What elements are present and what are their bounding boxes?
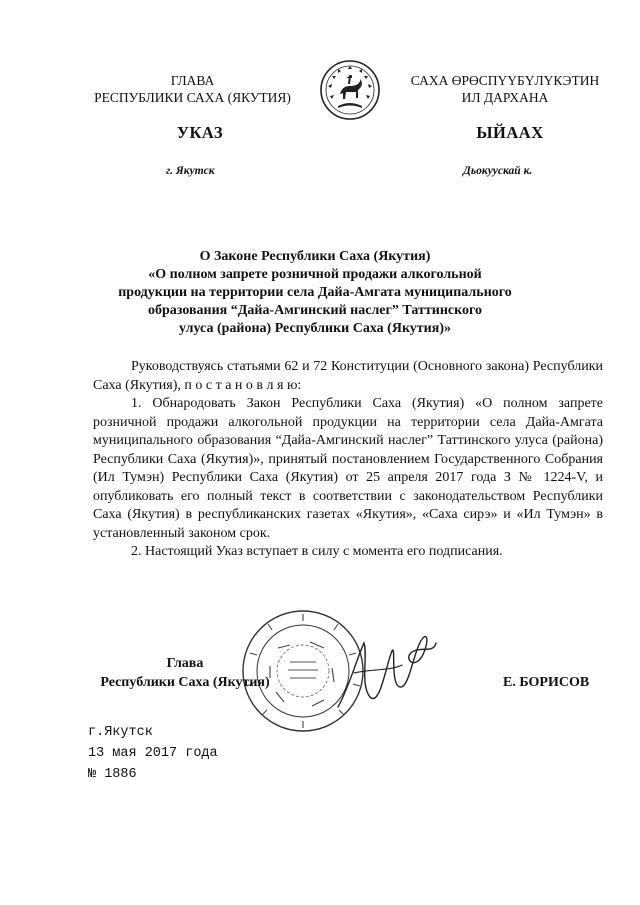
doc-type-right: ЫЙААХ: [476, 123, 544, 142]
footer-date: 13 мая 2017 года: [88, 746, 218, 761]
body-paragraph-1: Руководствуясь статьями 62 и 72 Конституции (Основного закона) Республики Саха (Якутия), п о с т а н о в л я ю:: [93, 359, 603, 393]
body-paragraph-3: 2. Настоящий Указ вступает в силу с момента его подписания.: [131, 544, 503, 559]
issuer-left: [70, 72, 315, 106]
issuer-right-line1: САХА ӨРӨСПҮҮБҮЛҮКЭТИН: [410, 73, 600, 88]
heading-line-3: продукции на территории села Дайа-Амгата муниципального: [118, 285, 512, 300]
document-heading: [95, 248, 535, 338]
footer-number: № 1886: [88, 767, 137, 782]
issuer-right: [385, 72, 625, 106]
heading-line-1: О Законе Республики Саха (Якутия): [199, 249, 431, 264]
signatory-name: Е. БОРИСОВ: [503, 675, 590, 690]
footer-details: [88, 722, 218, 785]
coat-of-arms-icon: [318, 58, 382, 122]
handwritten-signature-icon: [330, 625, 440, 715]
signatory-title-line1: Глава: [166, 656, 204, 671]
body-paragraph-2: 1. Обнародовать Закон Республики Саха (Якутия) «О полном запрете розничной продажи алкогольной продукции на территории села Дайа-Амгата муниципального образования “Дайа-Амгинский наслег” Таттинского улуса (района) Республики Саха (Якутия)», принятый постановлением Государственного Собрания (Ил Тумэн) Республики Саха (Якутия) от 25 апреля 2017 года З № 1224-V, и опубликовать его полный текст в соответствии с законодательством Республики Саха (Якутия) в республиканских газетах «Якутия», «Саха сирэ» и «Ил Тумэн» в установленный законом срок.: [93, 396, 603, 541]
heading-line-2: «О полном запрете розничной продажи алкогольной: [148, 267, 482, 282]
footer-city: г.Якутск: [88, 725, 153, 740]
signatory-title: [90, 654, 280, 692]
signatory-title-line2: Республики Саха (Якутия): [100, 675, 270, 690]
heading-line-4: образования “Дайа-Амгинский наслег” Таттинского: [148, 303, 482, 318]
issuer-left-line1: ГЛАВА: [170, 73, 215, 88]
place-left: г. Якутск: [166, 165, 215, 177]
doc-type-left: УКАЗ: [176, 123, 224, 142]
heading-line-5: улуса (района) Республики Саха (Якутия)»: [178, 321, 451, 336]
issuer-left-line2: РЕСПУБЛИКИ САХА (ЯКУТИЯ): [94, 90, 291, 105]
place-right: Дьокуускай к.: [463, 165, 533, 177]
document-body: [93, 358, 603, 562]
issuer-right-line2: ИЛ ДАРХАНА: [461, 90, 549, 105]
